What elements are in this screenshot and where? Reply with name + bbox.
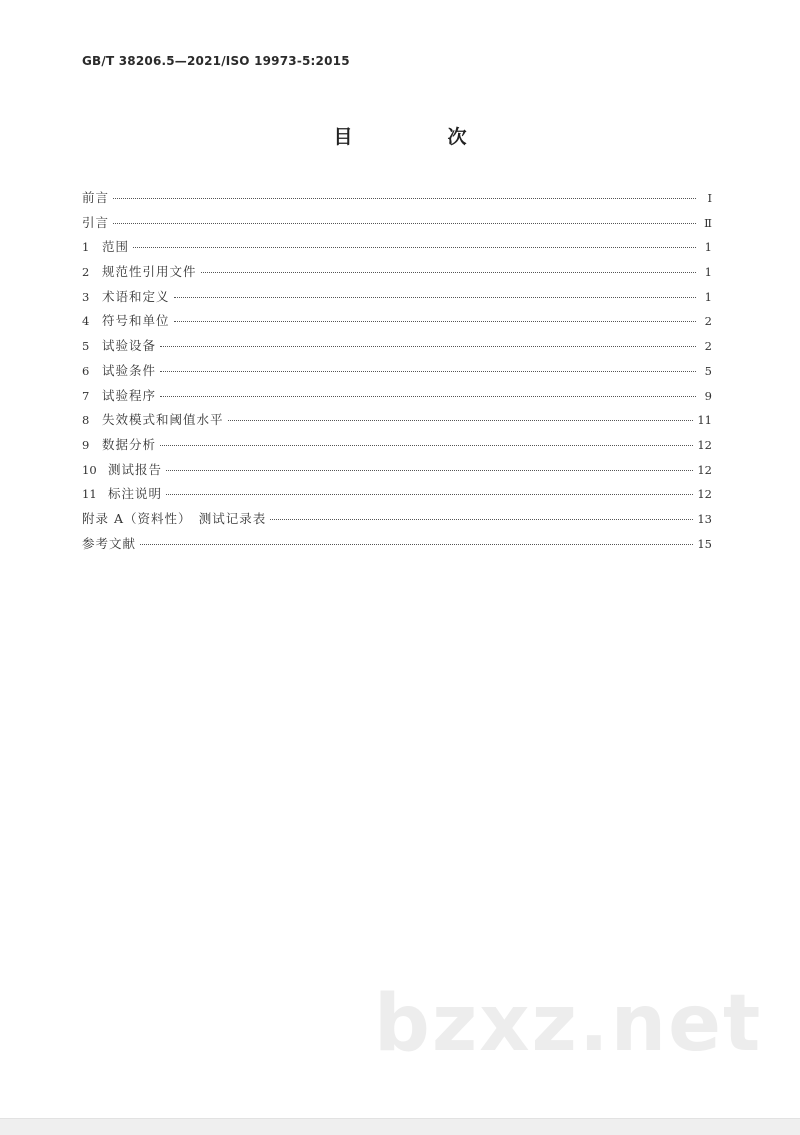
toc-entry[interactable] [82,460,712,485]
toc-entry-page: Ⅰ [707,191,712,205]
toc-entry-number: 10 [82,462,97,477]
toc-dot-leader [174,296,696,298]
toc-entry-page: Ⅱ [704,215,712,230]
toc-dot-leader [133,246,696,248]
toc-entry-label: 失效模式和阈值水平 [102,412,224,428]
toc-entry[interactable] [82,361,712,386]
toc-entry[interactable] [82,262,712,287]
table-of-contents [82,188,712,558]
toc-entry-label: 测试报告 [108,461,163,477]
toc-entry-page: 1 [704,265,712,280]
toc-dot-leader [113,222,696,224]
toc-entry-label: 范围 [102,239,130,255]
toc-dot-leader [228,419,694,421]
toc-dot-leader [160,444,693,446]
toc-dot-leader [166,469,693,471]
toc-entry[interactable] [82,311,712,336]
toc-dot-leader [113,197,696,199]
toc-entry-label: 数据分析 [102,436,157,452]
toc-entry[interactable] [82,237,712,262]
toc-entry[interactable] [82,534,712,559]
toc-entry-number: 5 [82,339,90,354]
toc-entry[interactable] [82,287,712,312]
toc-entry-number: 8 [82,413,90,428]
toc-entry-label: 附录 A（资料性） 测试记录表 [82,510,267,526]
toc-entry-page: 12 [697,462,712,477]
toc-entry-label: 标注说明 [108,486,163,502]
toc-entry-page: 11 [697,413,712,428]
toc-entry-label: 试验设备 [102,338,157,354]
toc-dot-leader [174,320,696,322]
watermark: bzxz.net [374,979,763,1069]
toc-entry-label: 规范性引用文件 [102,264,197,280]
toc-entry-page: 2 [704,314,712,329]
toc-entry[interactable] [82,213,712,238]
toc-entry[interactable] [82,410,712,435]
toc-entry-label: 前言 [82,190,110,205]
toc-dot-leader [160,370,696,372]
toc-dot-leader [201,271,696,273]
toc-entry-number: 11 [82,487,97,502]
toc-entry-page: 9 [704,388,712,403]
toc-entry-number: 9 [82,437,90,452]
toc-entry-page: 12 [697,487,712,502]
toc-dot-leader [140,543,693,545]
toc-entry-page: 13 [697,511,712,526]
toc-entry-label: 术语和定义 [102,288,170,304]
toc-entry-number: 7 [82,388,90,403]
toc-entry-page: 2 [704,339,712,354]
toc-entry-number: 3 [82,289,90,304]
page-title: 目 次 [333,126,505,148]
toc-entry-page: 1 [704,240,712,255]
toc-dot-leader [166,493,693,495]
toc-entry-label: 参考文献 [82,535,137,551]
toc-dot-leader [160,395,696,397]
toc-entry-number: 6 [82,363,90,378]
toc-entry-number: 2 [82,265,90,280]
toc-entry-label: 符号和单位 [102,313,170,329]
toc-entry-page: 5 [704,363,712,378]
toc-dot-leader [160,345,696,347]
toc-entry[interactable] [82,484,712,509]
toc-entry-label: 试验条件 [102,362,157,378]
toc-entry[interactable] [82,386,712,411]
toc-entry-page: 12 [697,437,712,452]
page-bottom-edge [0,1118,800,1135]
toc-entry[interactable] [82,435,712,460]
toc-entry[interactable] [82,188,712,213]
standard-code: GB/T 38206.5—2021/ISO 19973-5:2015 [82,54,350,68]
toc-entry-number: 1 [82,240,90,255]
toc-entry[interactable] [82,509,712,534]
toc-entry-page: 1 [704,289,712,304]
toc-dot-leader [270,518,693,520]
toc-entry-label: 试验程序 [102,387,157,403]
toc-entry-label: 引言 [82,214,110,230]
toc-entry-page: 15 [697,536,712,551]
toc-entry[interactable] [82,336,712,361]
toc-entry-number: 4 [82,314,90,329]
